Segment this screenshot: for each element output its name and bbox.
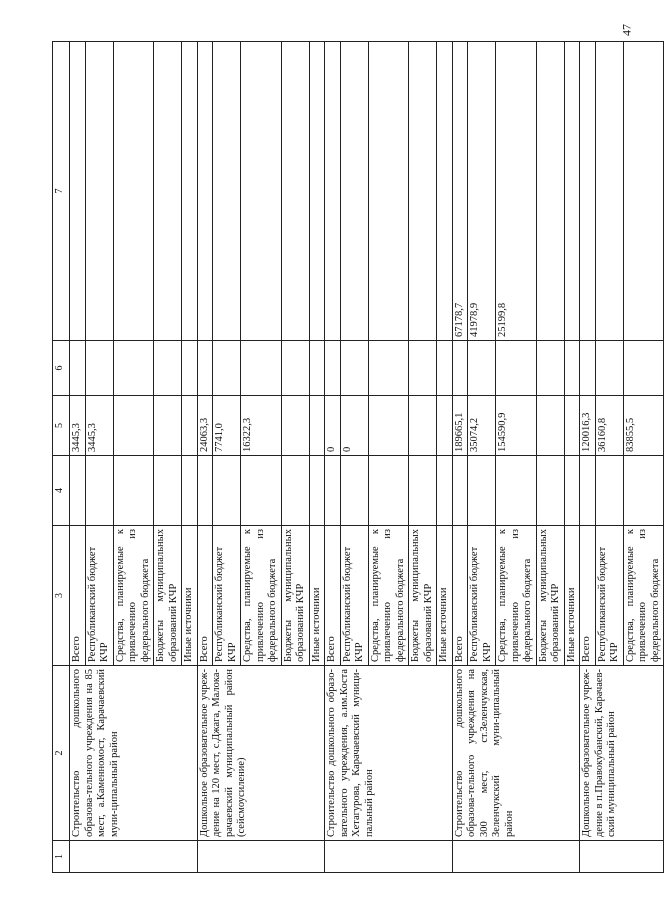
cell-col-7	[536, 42, 564, 341]
cell-col-5: 3445,3	[70, 396, 86, 456]
funding-source: Всего	[325, 526, 341, 666]
cell-col-6	[182, 341, 198, 396]
cell-col-6	[623, 341, 664, 396]
cell-col-4	[452, 456, 468, 526]
cell-col-5	[182, 396, 198, 456]
cell-col-7: 25199,8	[496, 42, 537, 341]
cell-col-4	[580, 456, 596, 526]
cell-col-7	[154, 42, 182, 341]
header-col-4: 4	[53, 456, 70, 526]
cell-col-6	[70, 341, 86, 396]
cell-col-7	[70, 42, 86, 341]
funding-source: Средства, планируемые к привлечению из федерального бюджета	[241, 526, 282, 666]
cell-col-4	[437, 456, 453, 526]
cell-col-6	[437, 341, 453, 396]
header-col-2: 2	[53, 666, 70, 841]
project-name: Строительство дошкольного образова-тельного учреждения на 85 мест, а.Каменномост, Карачаевский муни-ципальный район	[70, 666, 198, 841]
cell-col-4	[281, 456, 309, 526]
funding-source: Республиканский бюджет КЧР	[213, 526, 241, 666]
cell-col-5	[113, 396, 154, 456]
cell-col-7	[340, 42, 368, 341]
cell-col-5: 35074,2	[468, 396, 496, 456]
funding-source: Всего	[580, 526, 596, 666]
cell-col-6	[281, 341, 309, 396]
table-row	[580, 42, 596, 873]
cell-col-5: 0	[340, 396, 368, 456]
cell-col-7	[409, 42, 437, 341]
cell-col-4	[85, 456, 113, 526]
cell-col-6	[340, 341, 368, 396]
cell-col-5	[564, 396, 580, 456]
cell-col-6	[468, 341, 496, 396]
cell-col-7	[182, 42, 198, 341]
row-number	[325, 841, 453, 873]
cell-col-5	[281, 396, 309, 456]
cell-col-6	[496, 341, 537, 396]
cell-col-5	[309, 396, 325, 456]
page-number: 47	[619, 24, 634, 36]
cell-col-6	[452, 341, 468, 396]
cell-col-7	[325, 42, 341, 341]
cell-col-6	[409, 341, 437, 396]
cell-col-6	[154, 341, 182, 396]
cell-col-5	[368, 396, 409, 456]
cell-col-6	[580, 341, 596, 396]
cell-col-5	[536, 396, 564, 456]
header-col-6: 6	[53, 341, 70, 396]
cell-col-7	[213, 42, 241, 341]
funding-source: Иные источники	[564, 526, 580, 666]
funding-source: Средства, планируемые к привлечению из федерального бюджета	[623, 526, 664, 666]
row-number	[70, 841, 198, 873]
row-number	[452, 841, 580, 873]
cell-col-4	[368, 456, 409, 526]
funding-source: Иные источники	[309, 526, 325, 666]
cell-col-4	[409, 456, 437, 526]
cell-col-6	[241, 341, 282, 396]
cell-col-4	[309, 456, 325, 526]
cell-col-7	[623, 42, 664, 341]
cell-col-5	[409, 396, 437, 456]
cell-col-4	[340, 456, 368, 526]
cell-col-6	[595, 341, 623, 396]
header-col-7: 7	[53, 42, 70, 341]
funding-source: Средства, планируемые к привлечению из федерального бюджета	[113, 526, 154, 666]
funding-source: Бюджеты муниципальных образований КЧР	[536, 526, 564, 666]
funding-source: Республиканский бюджет КЧР	[340, 526, 368, 666]
cell-col-4	[113, 456, 154, 526]
cell-col-5: 3445,3	[85, 396, 113, 456]
cell-col-7	[113, 42, 154, 341]
cell-col-7: 41978,9	[468, 42, 496, 341]
funding-source: Всего	[70, 526, 86, 666]
financing-table	[52, 41, 664, 873]
row-number	[580, 841, 664, 873]
cell-col-4	[595, 456, 623, 526]
cell-col-6	[368, 341, 409, 396]
cell-col-5: 83855,5	[623, 396, 664, 456]
cell-col-7	[85, 42, 113, 341]
cell-col-7	[197, 42, 213, 341]
cell-col-4	[70, 456, 86, 526]
cell-col-6	[309, 341, 325, 396]
cell-col-4	[197, 456, 213, 526]
cell-col-4	[213, 456, 241, 526]
cell-col-4	[536, 456, 564, 526]
header-col-3: 3	[53, 526, 70, 666]
rotated-table-container	[52, 42, 661, 873]
cell-col-7: 67178,7	[452, 42, 468, 341]
cell-col-6	[113, 341, 154, 396]
funding-source: Республиканский бюджет КЧР	[85, 526, 113, 666]
project-name: Дошкольное образовательное учреж-дение в п.Правокубанский, Карачаев-ский муниципальный район	[580, 666, 664, 841]
project-name: Строительство дошкольного образова-тельного учреждения на 300 мест, ст.Зеленчукская, Зеленчукский муни-ципальный район	[452, 666, 580, 841]
funding-source: Всего	[452, 526, 468, 666]
cell-col-4	[241, 456, 282, 526]
table-row	[70, 42, 86, 873]
funding-source: Иные источники	[182, 526, 198, 666]
cell-col-7	[368, 42, 409, 341]
funding-source: Бюджеты муниципальных образований КЧР	[409, 526, 437, 666]
project-name: Строительство дошкольного образо-вательного учреждения, а.им.Коста Хетагурова, Карачаевский муници-пальный район	[325, 666, 453, 841]
table-row	[197, 42, 213, 873]
cell-col-7	[309, 42, 325, 341]
cell-col-7	[281, 42, 309, 341]
funding-source: Бюджеты муниципальных образований КЧР	[281, 526, 309, 666]
funding-source: Республиканский бюджет КЧР	[595, 526, 623, 666]
row-number	[197, 841, 325, 873]
header-col-5: 5	[53, 396, 70, 456]
header-row	[53, 42, 70, 873]
cell-col-7	[241, 42, 282, 341]
cell-col-4	[496, 456, 537, 526]
cell-col-5: 36160,8	[595, 396, 623, 456]
cell-col-4	[468, 456, 496, 526]
funding-source: Республиканский бюджет КЧР	[468, 526, 496, 666]
cell-col-5: 189665,1	[452, 396, 468, 456]
cell-col-7	[595, 42, 623, 341]
cell-col-7	[437, 42, 453, 341]
funding-source: Всего	[197, 526, 213, 666]
cell-col-6	[213, 341, 241, 396]
cell-col-4	[182, 456, 198, 526]
cell-col-6	[325, 341, 341, 396]
cell-col-6	[536, 341, 564, 396]
funding-source: Средства, планируемые к привлечению из федерального бюджета	[368, 526, 409, 666]
cell-col-4	[564, 456, 580, 526]
cell-col-6	[564, 341, 580, 396]
funding-source: Бюджеты муниципальных образований КЧР	[154, 526, 182, 666]
cell-col-5: 0	[325, 396, 341, 456]
header-col-1: 1	[53, 841, 70, 873]
table-row	[452, 42, 468, 873]
cell-col-5: 16322,3	[241, 396, 282, 456]
cell-col-5	[437, 396, 453, 456]
cell-col-4	[325, 456, 341, 526]
project-name: Дошкольное образовательное учреж-дение на 120 мест, с.Джага, Малока-рачаевский муниципальный район (сейсмоусиление)	[197, 666, 325, 841]
cell-col-7	[564, 42, 580, 341]
cell-col-5: 154590,9	[496, 396, 537, 456]
cell-col-6	[85, 341, 113, 396]
table-row	[325, 42, 341, 873]
cell-col-5: 7741,0	[213, 396, 241, 456]
cell-col-5: 24063,3	[197, 396, 213, 456]
cell-col-7	[580, 42, 596, 341]
cell-col-5: 120016,3	[580, 396, 596, 456]
cell-col-5	[154, 396, 182, 456]
cell-col-4	[623, 456, 664, 526]
funding-source: Средства, планируемые к привлечению из федерального бюджета	[496, 526, 537, 666]
cell-col-4	[154, 456, 182, 526]
cell-col-6	[197, 341, 213, 396]
funding-source: Иные источники	[437, 526, 453, 666]
